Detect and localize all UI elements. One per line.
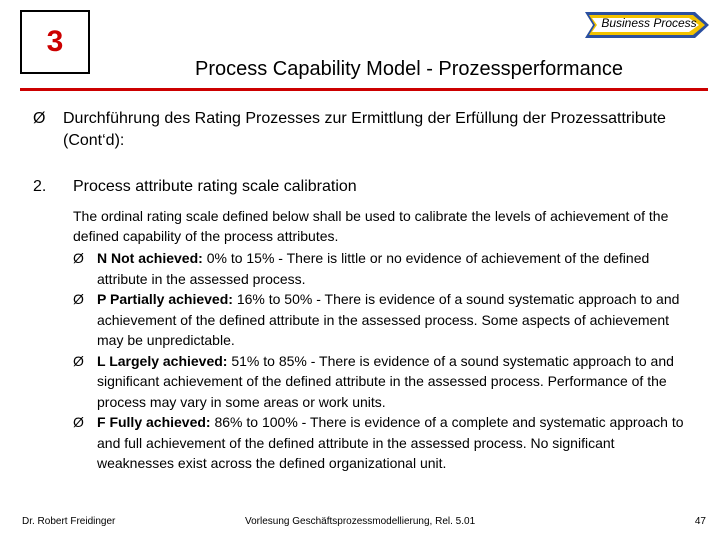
footer: [0, 516, 720, 532]
body-paragraph: The ordinal rating scale defined below shall be used to calibrate the levels of achievement of the defined capability of the process attributes.: [73, 208, 669, 244]
bullet-arrow-icon: Ø: [73, 250, 84, 266]
list-item: [73, 248, 693, 289]
section-number: 2.: [33, 178, 47, 195]
rating-text: 0% to 15% - There is little or no evidence of achievement of the defined attribute in the assessed process.: [97, 250, 650, 287]
page-number: 47: [694, 516, 706, 527]
list-item: [73, 412, 693, 474]
rating-label: N Not achieved:: [97, 250, 203, 266]
bullet-arrow-icon: Ø: [73, 291, 84, 307]
list-item: [73, 351, 693, 413]
rating-text: 86% to 100% - There is evidence of a complete and systematic approach to and full achievement of the defined attribute in the assessed process. No significant weaknesses exist across the defined organizational unit.: [97, 414, 684, 471]
intro-paragraph: [33, 108, 693, 149]
logo-text: Business Process: [601, 16, 697, 30]
rating-scale-list: [73, 248, 693, 474]
list-item: [73, 289, 693, 351]
footer-author: Dr. Robert Freidinger: [22, 516, 116, 527]
rating-label: F Fully achieved:: [97, 414, 211, 430]
rating-label: P Partially achieved:: [97, 291, 233, 307]
section-heading: [33, 178, 357, 196]
intro-text: Durchführung des Rating Prozesses zur Ermittlung der Erfüllung der Prozessattribute (Cont‘d):: [63, 110, 666, 149]
rating-label: L Largely achieved:: [97, 352, 228, 369]
rating-text: 16% to 50% - There is evidence of a sound systematic approach to and achievement of the defined attribute in the assessed process. Some aspects of achievement may be unpredictable.: [97, 291, 680, 348]
bullet-arrow-icon: Ø: [33, 110, 46, 127]
bullet-arrow-icon: Ø: [73, 352, 84, 369]
bullet-arrow-icon: Ø: [73, 414, 84, 430]
title-divider: [20, 88, 708, 91]
chapter-box: [20, 10, 90, 74]
rating-text: 51% to 85% - There is evidence of a sound systematic approach to and significant achievement of the defined attribute in the assessed process. Performance of the process may vary in some areas or work units.: [97, 352, 674, 410]
business-process-logo: [583, 8, 713, 42]
section-title: Process attribute rating scale calibration: [73, 178, 357, 195]
page-title: Process Capability Model - Prozessperformance: [195, 58, 623, 80]
footer-course: Vorlesung Geschäftsprozessmodellierung, Rel. 5.01: [245, 516, 476, 527]
chapter-number: 3: [46, 25, 64, 58]
